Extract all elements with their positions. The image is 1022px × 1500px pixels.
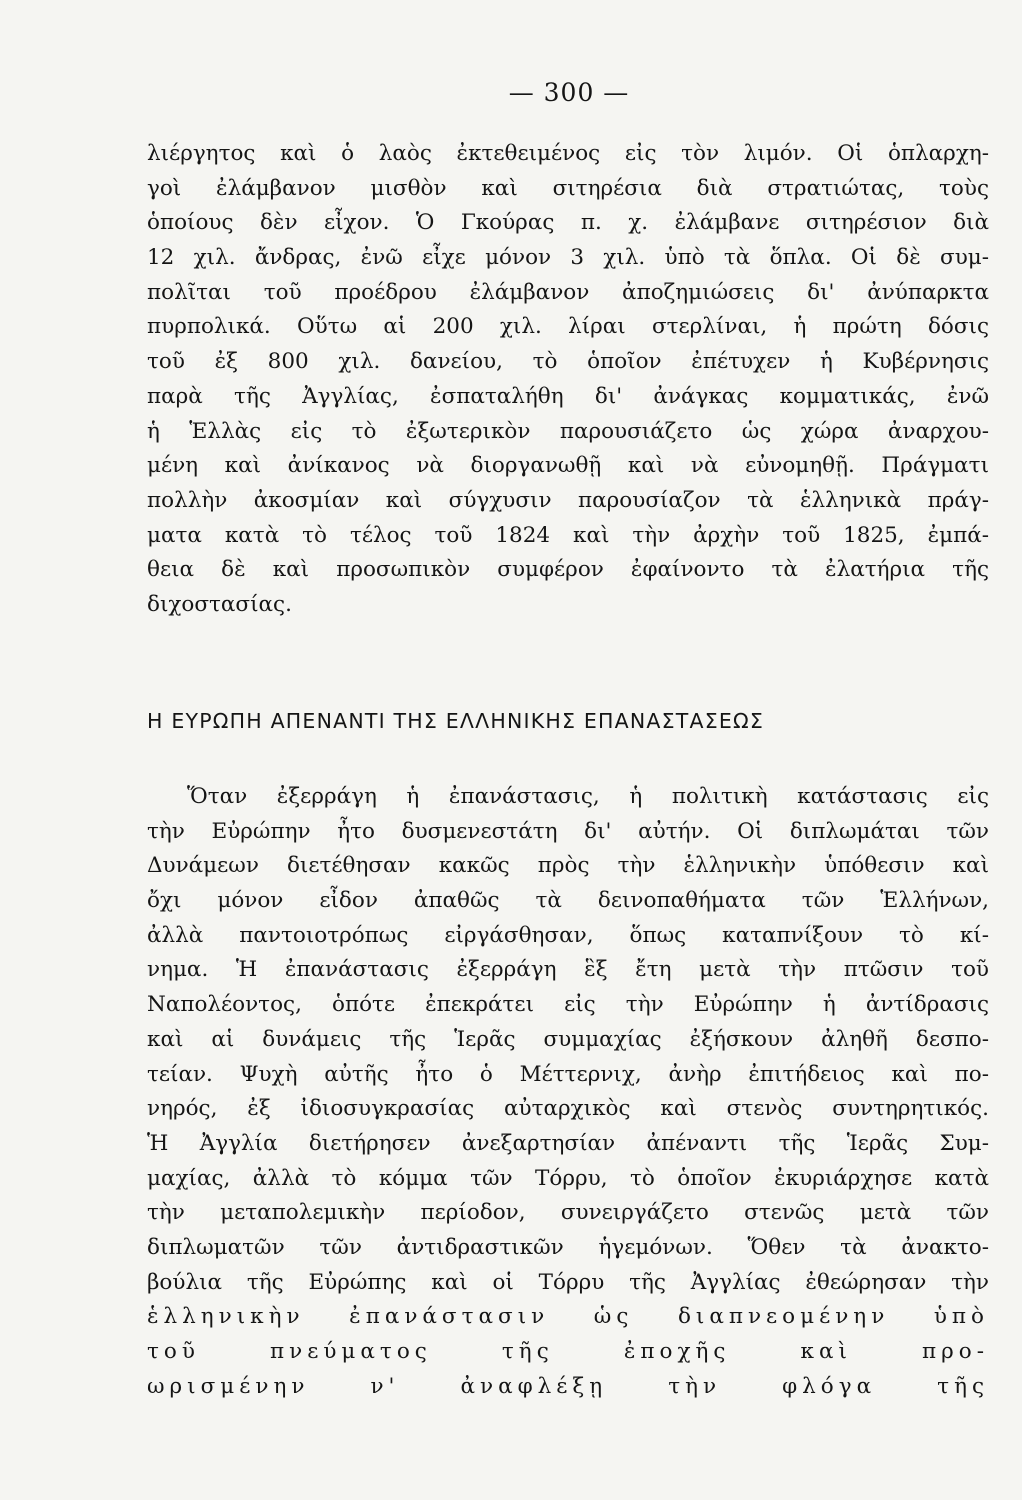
section-heading: Η ΕΥΡΩΠΗ ΑΠΕΝΑΝΤΙ ΤΗΣ ΕΛΛΗΝΙΚΗΣ ΕΠΑΝΑΣΤΑΣΕΩΣ — [147, 709, 765, 733]
text-line: Δυνάμεων διετέθησαν κακῶς πρὸς τὴν ἑλληνικὴν ὑπόθεσιν καὶ — [147, 853, 989, 879]
text-line: θεια δὲ καὶ προσωπικὸν συμφέρον ἐφαίνοντο τὰ ἐλατήρια τῆς — [147, 557, 989, 583]
text-line: μαχίας, ἀλλὰ τὸ κόμμα τῶν Τόρρυ, τὸ ὁποῖον ἐκυριάρχησε κατὰ — [147, 1165, 989, 1191]
text-line: νημα. Ἡ ἐπανάστασις ἐξερράγη ἓξ ἔτη μετὰ τὴν πτῶσιν τοῦ — [147, 957, 989, 983]
text-line: ἡ Ἑλλὰς εἰς τὸ ἐξωτερικὸν παρουσιάζετο ὡς χώρα ἀναρχου- — [147, 418, 989, 444]
page-number: — 300 — — [508, 78, 630, 107]
text-line: γοὶ ἐλάμβανον μισθὸν καὶ σιτηρέσια διὰ στρατιώτας, τοὺς — [147, 175, 989, 201]
text-line: Ναπολέοντος, ὁπότε ἐπεκράτει εἰς τὴν Εὐρώπην ἡ ἀντίδρασις — [147, 992, 989, 1018]
text-line: 12 χιλ. ἄνδρας, ἐνῶ εἶχε μόνον 3 χιλ. ὑπὸ τὰ ὅπλα. Οἱ δὲ συμ- — [147, 245, 989, 271]
text-line: βούλια τῆς Εὐρώπης καὶ οἱ Τόρρυ τῆς Ἀγγλίας ἐθεώρησαν τὴν — [147, 1269, 989, 1295]
text-line: ὄχι μόνον εἶδον ἀπαθῶς τὰ δεινοπαθήματα τῶν Ἑλλήνων, — [147, 888, 989, 914]
text-line: παρὰ τῆς Ἀγγλίας, ἐσπαταλήθη δι' ἀνάγκας κομματικάς, ἐνῶ — [147, 383, 989, 409]
text-line: μένη καὶ ἀνίκανος νὰ διοργανωθῇ καὶ νὰ εὐνομηθῇ. Πράγματι — [147, 453, 989, 479]
text-line: ματα κατὰ τὸ τέλος τοῦ 1824 καὶ τὴν ἀρχὴν τοῦ 1825, ἐμπά- — [147, 522, 989, 548]
text-line: πυρπολικά. Οὕτω αἱ 200 χιλ. λίραι στερλίναι, ἡ πρώτη δόσις — [147, 314, 989, 340]
text-line: ὁποίους δὲν εἶχον. Ὁ Γκούρας π. χ. ἐλάμβανε σιτηρέσιον διὰ — [147, 210, 989, 236]
text-line: διπλωματῶν τῶν ἀντιδραστικῶν ἡγεμόνων. Ὅθεν τὰ ἀνακτο- — [147, 1234, 989, 1260]
paragraph-1 — [147, 137, 989, 623]
text-line: τείαν. Ψυχὴ αὐτῆς ἦτο ὁ Μέττερνιχ, ἀνὴρ ἐπιτήδειος καὶ πο- — [147, 1061, 989, 1087]
text-line: νηρός, ἐξ ἰδιοσυγκρασίας αὐταρχικὸς καὶ στενὸς συντηρητικός. — [147, 1096, 989, 1122]
text-line: πολλὴν ἀκοσμίαν καὶ σύγχυσιν παρουσίαζον τὰ ἑλληνικὰ πράγ- — [147, 487, 989, 513]
paragraph-2 — [147, 780, 989, 1404]
text-line: λιέργητος καὶ ὁ λαὸς ἐκτεθειμένος εἰς τὸν λιμόν. Οἱ ὁπλαρχη- — [147, 141, 989, 166]
text-line: τὴν μεταπολεμικὴν περίοδον, συνειργάζετο στενῶς μετὰ τῶν — [147, 1200, 989, 1226]
text-line: πολῖται τοῦ προέδρου ἐλάμβανον ἀποζημιώσεις δι' ἀνύπαρκτα — [147, 279, 989, 305]
text-line: καὶ αἱ δυνάμεις τῆς Ἱερᾶς συμμαχίας ἐξήσκουν ἀληθῆ δεσπο- — [147, 1026, 989, 1052]
text-line: τὴν Εὐρώπην ἦτο δυσμενεστάτη δι' αὐτήν. Οἱ διπλωμάται τῶν — [147, 818, 989, 844]
text-line: Ἡ Ἀγγλία διετήρησεν ἀνεξαρτησίαν ἀπέναντι τῆς Ἱερᾶς Συμ- — [147, 1130, 989, 1156]
text-line: τοῦ ἐξ 800 χιλ. δανείου, τὸ ὁποῖον ἐπέτυχεν ἡ Κυβέρνησις — [147, 349, 989, 375]
text-line: ωρισμένην ν' ἀναφλέξῃ τὴν φλόγα τῆς — [147, 1373, 989, 1399]
text-line: Ὅταν ἐξερράγη ἡ ἐπανάστασις, ἡ πολιτικὴ κατάστασις εἰς — [187, 784, 989, 809]
text-line: ἀλλὰ παντοιοτρόπως εἰργάσθησαν, ὅπως καταπνίξουν τὸ κί- — [147, 922, 989, 948]
text-line: ἑλληνικὴν ἐπανάστασιν ὡς διαπνεομένην ὑπὸ — [147, 1304, 989, 1330]
text-line: τοῦ πνεύματος τῆς ἐποχῆς καὶ προ- — [147, 1339, 989, 1364]
text-line: διχοστασίας. — [147, 591, 292, 617]
